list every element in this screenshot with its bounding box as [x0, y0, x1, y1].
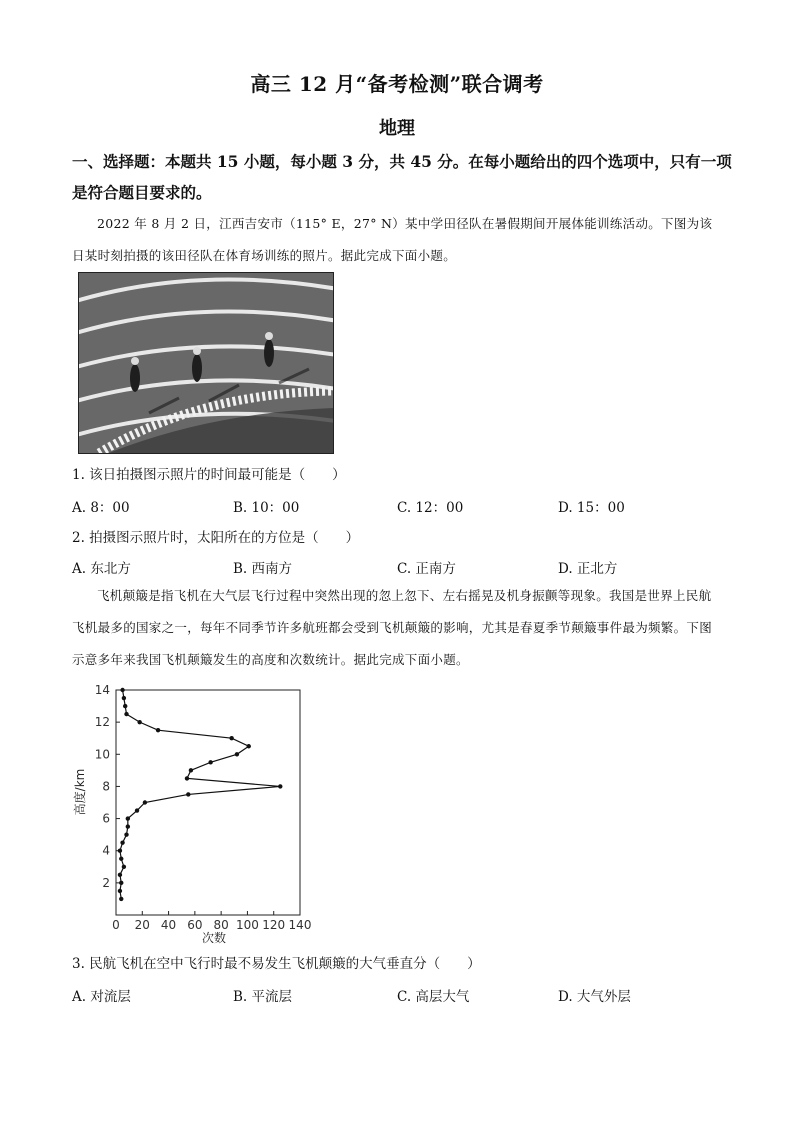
- chart-ytick-label: 12: [94, 715, 110, 730]
- chart-data-point: [119, 881, 123, 885]
- track-photo: [78, 272, 334, 454]
- chart-series-line: [120, 690, 280, 899]
- chart-data-point: [118, 849, 122, 853]
- page-title: 高三 12 月“备考检测”联合调考: [250, 72, 544, 96]
- question-1-stem: 1. 该日拍摄图示照片的时间最可能是（ ）: [72, 467, 346, 483]
- q2-option-c[interactable]: C. 正南方: [397, 561, 456, 577]
- chart-data-point: [122, 696, 126, 700]
- chart-data-point: [137, 720, 141, 724]
- q1-option-b[interactable]: B. 10：00: [233, 500, 300, 516]
- chart-ytick-label: 6: [102, 811, 110, 826]
- passage-2: 飞机颠簸是指飞机在大气层飞行过程中突然出现的忽上忽下、左右摇晃及机身振颤等现象。我国是世界上民航飞机最多的国家之一，每年不同季节许多航班都会受到飞机颠簸的影响，尤其是春夏季节颠簸事件最为频繁。下图示意多年来我国飞机颠簸发生的高度和次数统计。据此完成下面小题。: [72, 588, 713, 667]
- chart-data-point: [126, 816, 130, 820]
- chart-data-point: [185, 776, 189, 780]
- chart-ytick-label: 4: [102, 843, 110, 858]
- chart-data-point: [143, 800, 147, 804]
- q3-option-b[interactable]: B. 平流层: [233, 989, 293, 1005]
- q3-option-c[interactable]: C. 高层大气: [397, 989, 470, 1005]
- chart-data-point: [235, 752, 239, 756]
- chart-data-point: [123, 704, 127, 708]
- chart-xtick-label: 80: [213, 918, 229, 932]
- chart-data-point: [186, 792, 190, 796]
- chart-ytick-label: 8: [102, 779, 110, 794]
- chart-xtick-label: 20: [134, 918, 150, 932]
- chart-ytick-label: 10: [94, 747, 110, 762]
- q1-option-d[interactable]: D. 15：00: [558, 500, 625, 516]
- section-heading: 一、选择题：本题共 15 小题，每小题 3 分，共 45 分。在每小题给出的四个选项中，只有一项是符合题目要求的。: [72, 152, 732, 202]
- chart-data-point: [124, 832, 128, 836]
- turbulence-chart: [60, 680, 330, 950]
- chart-ylabel: 高度/km: [73, 768, 87, 816]
- chart-data-point: [120, 840, 124, 844]
- question-3-stem: 3. 民航飞机在空中飞行时最不易发生飞机颠簸的大气垂直分（ ）: [72, 956, 481, 972]
- chart-data-point: [208, 760, 212, 764]
- chart-xtick-label: 100: [235, 918, 259, 932]
- chart-data-point: [229, 736, 233, 740]
- chart-data-point: [156, 728, 160, 732]
- chart-data-point: [126, 824, 130, 828]
- turbulence-chart-svg: [60, 680, 330, 950]
- chart-xtick-label: 40: [160, 918, 177, 932]
- chart-ytick-label: 2: [102, 875, 110, 890]
- chart-data-point: [135, 808, 139, 812]
- q1-option-c[interactable]: C. 12：00: [397, 500, 464, 516]
- q2-option-a[interactable]: A. 东北方: [72, 561, 131, 577]
- chart-data-point: [120, 688, 124, 692]
- question-2-stem: 2. 拍摄图示照片时，太阳所在的方位是（ ）: [72, 530, 360, 546]
- passage-1: 2022 年 8 月 2 日，江西吉安市（115° E，27° N）某中学田径队在暑假期间开展体能训练活动。下图为该日某时刻拍摄的该田径队在体育场训练的照片。据此完成下面小题。: [72, 216, 713, 263]
- q3-option-d[interactable]: D. 大气外层: [558, 989, 631, 1005]
- chart-data-point: [247, 744, 251, 748]
- chart-xtick-label: 60: [187, 918, 203, 932]
- chart-xtick-label: 0: [112, 918, 120, 932]
- chart-xtick-label: 140: [288, 918, 312, 932]
- chart-data-point: [189, 768, 193, 772]
- subject-title: 地理: [379, 118, 415, 139]
- q2-option-d[interactable]: D. 正北方: [558, 561, 618, 577]
- chart-data-point: [122, 865, 126, 869]
- chart-data-point: [119, 857, 123, 861]
- q1-option-a[interactable]: A. 8：00: [72, 500, 130, 516]
- track-photo-illustration: [79, 273, 333, 453]
- chart-data-point: [124, 712, 128, 716]
- q2-option-b[interactable]: B. 西南方: [233, 561, 293, 577]
- chart-data-point: [278, 784, 282, 788]
- chart-data-point: [118, 889, 122, 893]
- q3-option-a[interactable]: A. 对流层: [72, 989, 131, 1005]
- chart-xtick-label: 120: [262, 918, 286, 932]
- chart-xlabel: 次数: [201, 931, 227, 945]
- chart-data-point: [119, 897, 123, 901]
- chart-data-point: [118, 873, 122, 877]
- chart-ytick-label: 14: [94, 683, 110, 697]
